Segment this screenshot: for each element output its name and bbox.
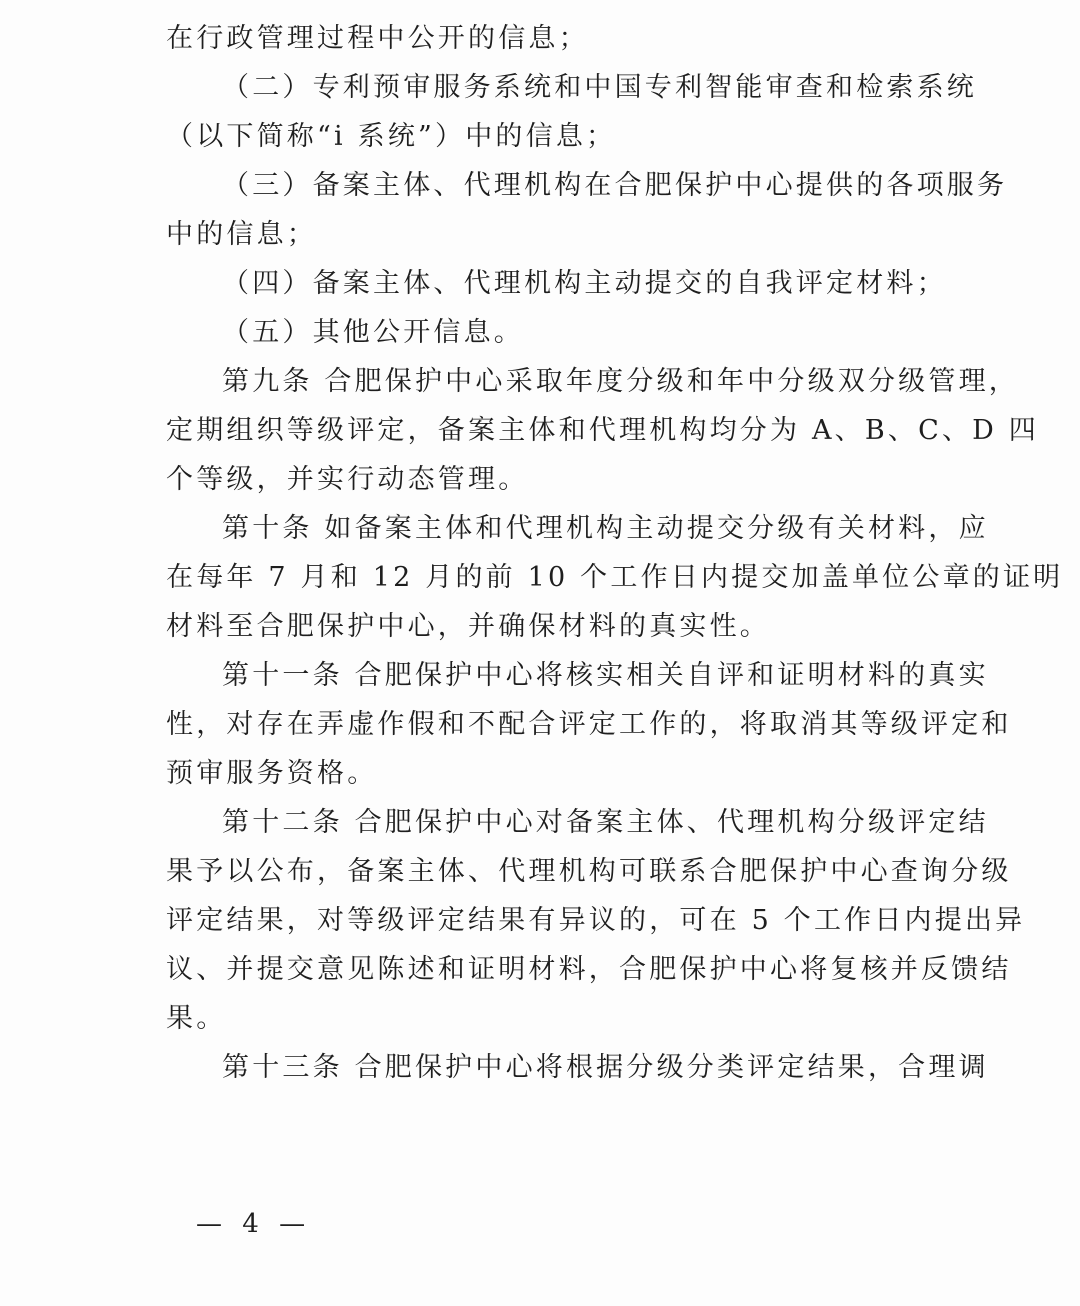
text-line: （以下简称“i 系统”）中的信息； [166, 121, 617, 152]
article-13-heading-line: 第十三条 合肥保护中心将根据分级分类评定结果，合理调 [222, 1052, 989, 1083]
text-line: （二）专利预审服务系统和中国专利智能审查和检索系统 [222, 72, 977, 103]
text-line: （五）其他公开信息。 [222, 317, 524, 348]
text-line: 性，对存在弄虚作假和不配合评定工作的，将取消其等级评定和 [166, 709, 1012, 740]
text-line: 在行政管理过程中公开的信息； [166, 23, 589, 54]
text-line: 议、并提交意见陈述和证明材料，合肥保护中心将复核并反馈结 [166, 954, 1012, 985]
text-line: 个等级，并实行动态管理。 [166, 464, 529, 495]
text-line: 评定结果，对等级评定结果有异议的，可在 5 个工作日内提出异 [166, 905, 1026, 936]
text-line: （三）备案主体、代理机构在合肥保护中心提供的各项服务 [222, 170, 1008, 201]
text-line: 预审服务资格。 [166, 758, 378, 789]
article-9-heading-line: 第九条 合肥保护中心采取年度分级和年中分级双分级管理， [222, 366, 1019, 397]
text-line: 在每年 7 月和 12 月的前 10 个工作日内提交加盖单位公章的证明 [166, 562, 1064, 593]
body-text [166, 14, 1064, 1092]
article-11-heading-line: 第十一条 合肥保护中心将核实相关自评和证明材料的真实 [222, 660, 989, 691]
text-line: 果。 [166, 1003, 227, 1034]
article-12-heading-line: 第十二条 合肥保护中心对备案主体、代理机构分级评定结 [222, 807, 989, 838]
text-line: 中的信息； [166, 219, 317, 250]
text-line: 材料至合肥保护中心，并确保材料的真实性。 [166, 611, 770, 642]
text-line: 定期组织等级评定，备案主体和代理机构均分为 A、B、C、D 四 [166, 415, 1040, 446]
page-number: — 4 — [196, 1209, 312, 1239]
article-10-heading-line: 第十条 如备案主体和代理机构主动提交分级有关材料，应 [222, 513, 989, 544]
text-line: （四）备案主体、代理机构主动提交的自我评定材料； [222, 268, 947, 299]
text-line: 果予以公布，备案主体、代理机构可联系合肥保护中心查询分级 [166, 856, 1012, 887]
